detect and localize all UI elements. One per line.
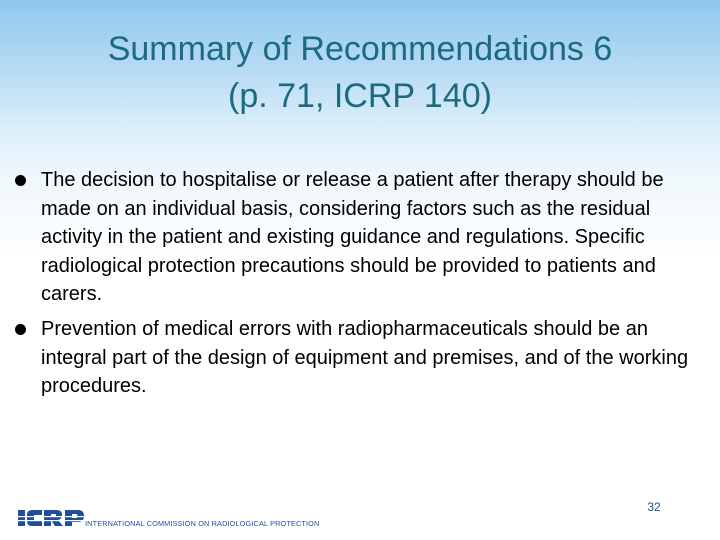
bullet-dot-icon: [15, 324, 26, 335]
icrp-logo: [18, 508, 84, 528]
bullet-dot-icon: [15, 175, 26, 186]
slide-title: [20, 26, 700, 120]
slide-title-line-2: (p. 71, ICRP 140): [228, 77, 492, 115]
footer: [18, 508, 328, 528]
bullet-text: Prevention of medical errors with radiopharmaceuticals should be an integral part of the design of equipment and premises, and of the working procedures.: [41, 317, 689, 398]
slide-title-line-1: Summary of Recommendations 6: [107, 30, 613, 68]
page-number: 32: [647, 500, 661, 514]
bullet-text: The decision to hospitalise or release a patient after therapy should be made on an individual basis, considering factors such as the residual activity in the patient and existing guidance and regulations. Specific radiological protection precautions should be provided to patients and carers.: [41, 169, 664, 306]
bullet-item: [14, 166, 708, 309]
bullet-item: [14, 315, 708, 401]
footer-organization: INTERNATIONAL COMMISSION ON RADIOLOGICAL PROTECTION: [85, 519, 320, 528]
bullet-list: [14, 166, 708, 407]
